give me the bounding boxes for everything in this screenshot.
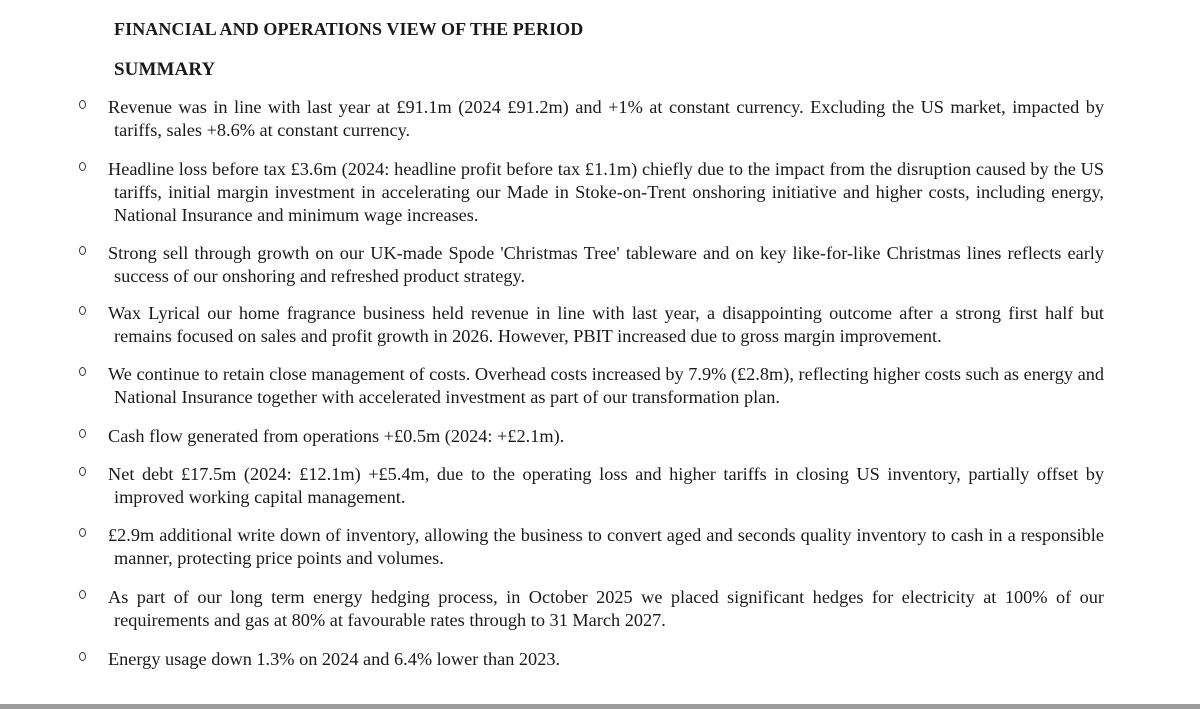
bullet-circle-icon — [79, 367, 86, 376]
bullet-circle-icon — [79, 100, 86, 109]
bullet-text: Cash flow generated from operations +£0.5m (2024: +£2.1m). — [108, 426, 565, 446]
bullet-text: Revenue was in line with last year at £91.1m (2024 £91.2m) and +1% at constant currency. Excluding the US market, impacted by tariffs, sales +8.6% at constant currency. — [108, 97, 1104, 140]
bullet-text: Wax Lyrical our home fragrance business held revenue in line with last year, a disappointing outcome after a strong first half but remains focused on sales and profit growth in 2026. However, PBIT increased due to gross margin improvement. — [108, 303, 1104, 346]
bullet-circle-icon — [79, 306, 86, 315]
bullet-text: Strong sell through growth on our UK-made Spode 'Christmas Tree' tableware and on key like-for-like Christmas lines reflects early success of our onshoring and refreshed product strategy. — [108, 243, 1104, 286]
page-bottom-edge — [0, 704, 1200, 709]
bullet-text: Energy usage down 1.3% on 2024 and 6.4% lower than 2023. — [108, 649, 561, 669]
bullet-circle-icon — [79, 162, 86, 171]
bullet-circle-icon — [79, 528, 86, 537]
bullet-text: As part of our long term energy hedging process, in October 2025 we placed significant hedges for electricity at 100% of our requirements and gas at 80% at favourable rates through to 31 March 2027. — [108, 587, 1104, 630]
bullet-text: Net debt £17.5m (2024: £12.1m) +£5.4m, due to the operating loss and higher tariffs in closing US inventory, partially offset by improved working capital management. — [108, 464, 1104, 507]
page-title: FINANCIAL AND OPERATIONS VIEW OF THE PERIOD — [114, 19, 584, 39]
bullet-text: We continue to retain close management of costs. Overhead costs increased by 7.9% (£2.8m), reflecting higher costs such as energy and National Insurance together with accelerated investment as part of our transformation plan. — [108, 364, 1104, 407]
bullet-circle-icon — [79, 467, 86, 476]
bullet-circle-icon — [79, 246, 86, 255]
section-title: SUMMARY — [114, 59, 216, 80]
bullet-circle-icon — [79, 429, 86, 438]
bullet-text: Headline loss before tax £3.6m (2024: headline profit before tax £1.1m) chiefly due to the impact from the disruption caused by the US tariffs, initial margin investment in accelerating our Made in Stoke-on-Trent onshoring initiative and higher costs, including energy, National Insurance and minimum wage increases. — [108, 159, 1104, 225]
bullet-circle-icon — [79, 652, 86, 661]
bullet-circle-icon — [79, 590, 86, 599]
bullet-text: £2.9m additional write down of inventory, allowing the business to convert aged and seconds quality inventory to cash in a responsible manner, protecting price points and volumes. — [108, 525, 1104, 568]
